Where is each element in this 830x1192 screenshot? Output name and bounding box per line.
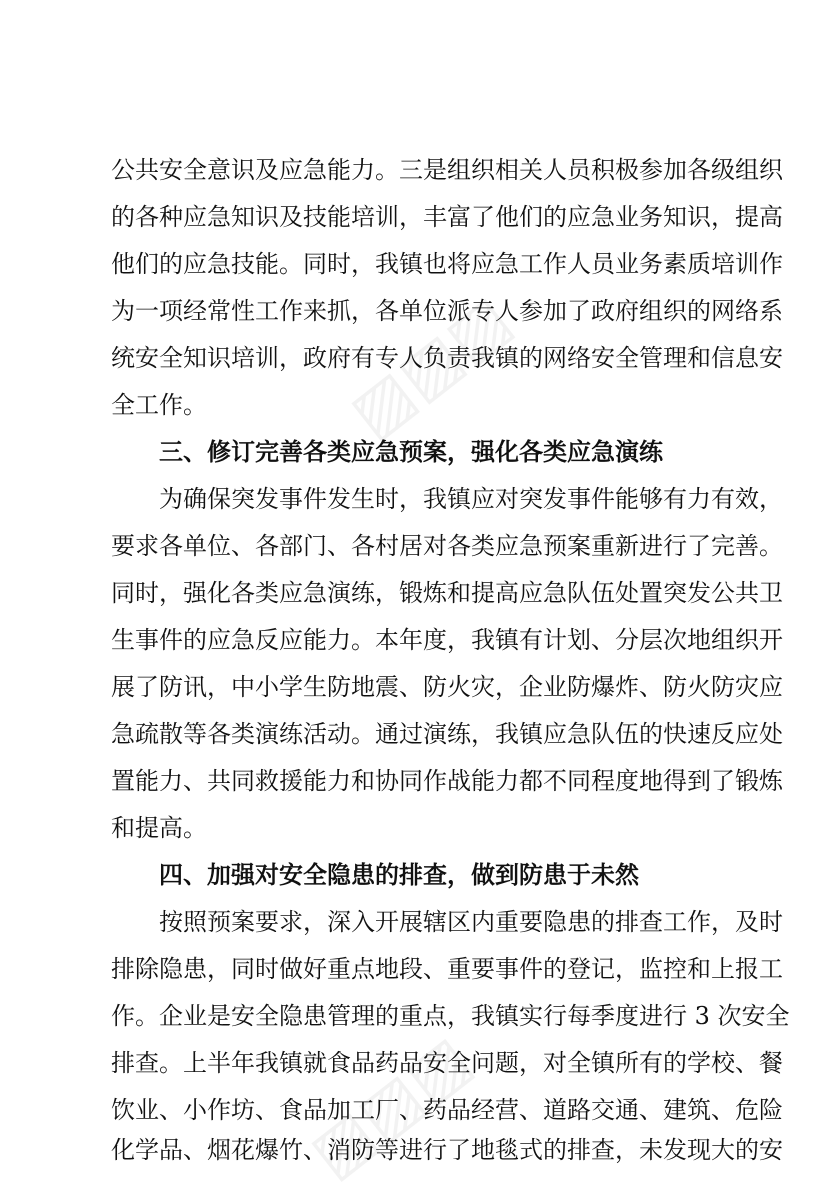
paragraph-line: 统安全知识培训，政府有专人负责我镇的网络安全管理和信息安 [111, 344, 783, 372]
paragraph-line: 他们的应急技能。同时，我镇也将应急工作人员业务素质培训作 [111, 250, 783, 278]
paragraph-line: 排查。上半年我镇就食品药品安全问题，对全镇所有的学校、餐 [111, 1049, 783, 1077]
watermark: ▨▨▨ [336, 282, 525, 452]
paragraph-line: 为一项经常性工作来抓，各单位派专人参加了政府组织的网络系 [111, 297, 783, 325]
section-heading-4: 四、加强对安全隐患的排查，做到防患于未然 [159, 860, 639, 889]
watermark: ▨▨▨ [296, 1022, 485, 1192]
section-heading-3: 三、修订完善各类应急预案，强化各类应急演练 [159, 437, 663, 466]
paragraph-line: 生事件的应急反应能力。本年度，我镇有计划、分层次地组织开 [111, 626, 783, 654]
paragraph-line: 作。企业是安全隐患管理的重点，我镇实行每季度进行 3 次安全 [111, 1002, 790, 1030]
paragraph-line: 展了防讯，中小学生防地震、防火灾，企业防爆炸、防火防灾应 [111, 673, 783, 701]
paragraph-line: 化学品、烟花爆竹、消防等进行了地毯式的排查，未发现大的安 [111, 1136, 783, 1164]
paragraph-line: 和提高。 [111, 814, 207, 842]
paragraph-line: 要求各单位、各部门、各村居对各类应急预案重新进行了完善。 [111, 532, 783, 560]
paragraph-line: 全工作。 [111, 391, 207, 419]
paragraph-line: 的各种应急知识及技能培训，丰富了他们的应急业务知识，提高 [111, 203, 783, 231]
paragraph-line: 为确保突发事件发生时，我镇应对突发事件能够有力有效， [159, 485, 783, 513]
paragraph-line: 按照预案要求，深入开展辖区内重要隐患的排查工作，及时 [159, 908, 783, 936]
paragraph-line: 排除隐患，同时做好重点地段、重要事件的登记，监控和上报工 [111, 955, 783, 983]
paragraph-line: 置能力、共同救援能力和协同作战能力都不同程度地得到了锻炼 [111, 767, 783, 795]
paragraph-line: 急疏散等各类演练活动。通过演练，我镇应急队伍的快速反应处 [111, 720, 783, 748]
paragraph-line: 饮业、小作坊、食品加工厂、药品经营、道路交通、建筑、危险 [111, 1096, 783, 1124]
paragraph-line: 公共安全意识及应急能力。三是组织相关人员积极参加各级组织 [111, 156, 783, 184]
paragraph-line: 同时，强化各类应急演练，锻炼和提高应急队伍处置突发公共卫 [111, 579, 783, 607]
